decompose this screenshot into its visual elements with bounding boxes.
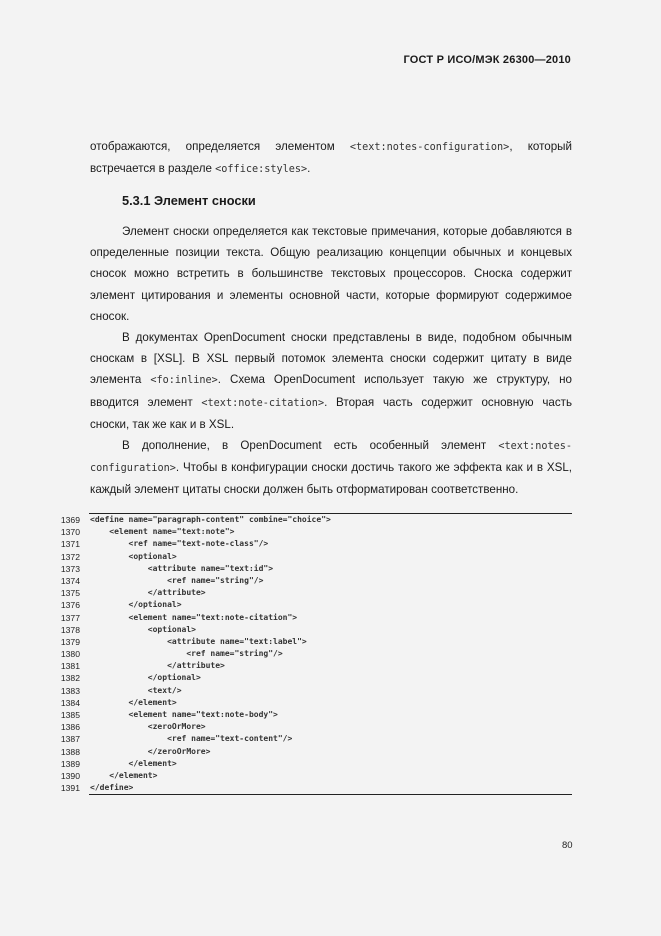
line-number: 1385 — [60, 710, 80, 720]
code-text: </element> — [90, 697, 177, 707]
code-line — [56, 551, 572, 563]
line-number: 1379 — [60, 636, 80, 647]
code-text: <element name="text:note-citation"> — [90, 612, 298, 622]
paragraph-text: , который встречается в разделе — [90, 140, 572, 176]
code-text: <text/> — [90, 685, 182, 695]
line-number: 1388 — [60, 746, 80, 757]
line-number: 1378 — [60, 624, 80, 635]
code-text: </optional> — [90, 600, 182, 610]
paragraph-text: отображаются, определяется элементом — [90, 140, 350, 153]
code-line — [56, 575, 572, 587]
line-number: 1389 — [60, 758, 80, 769]
code-text: <zeroOrMore> — [90, 722, 206, 732]
code-line — [56, 612, 572, 624]
code-text: <attribute name="text:label"> — [90, 636, 307, 646]
line-number: 1371 — [60, 539, 80, 550]
line-number: 1384 — [60, 697, 80, 708]
code-line — [56, 746, 572, 758]
paragraph-text: . Схема OpenDocument использует такую же структуру, но вводится элемент — [90, 373, 572, 409]
code-line — [56, 685, 572, 697]
code-line — [56, 697, 572, 709]
code-line — [56, 587, 572, 599]
paragraph-text: В документах OpenDocument сноски представлены в виде, подобном обычным сноскам в [XSL]. В XSL первый потомок элемента сноски содержит цитату в виде элемента — [90, 331, 572, 387]
standard-header: ГОСТ Р ИСО/МЭК 26300—2010 — [403, 54, 571, 66]
code-text: </attribute> — [90, 661, 225, 671]
code-text: </attribute> — [90, 588, 206, 598]
code-line — [56, 758, 572, 770]
paragraph-text: В дополнение, в OpenDocument есть особенный элемент — [122, 439, 499, 453]
code-line — [56, 709, 572, 721]
code-text: <element name="text:note-body"> — [90, 710, 278, 719]
line-number: 1386 — [60, 722, 80, 733]
code-line — [56, 648, 572, 660]
line-number: 1377 — [60, 612, 80, 623]
line-number: 1380 — [60, 649, 80, 660]
line-number: 1376 — [60, 600, 80, 611]
code-line — [56, 563, 572, 575]
line-number: 1373 — [60, 563, 80, 574]
code-lines — [56, 514, 572, 794]
code-inline: <fo:inline> — [150, 375, 218, 387]
code-text: </element> — [90, 770, 158, 780]
line-number: 1383 — [60, 685, 80, 696]
code-inline: <text:notes-configuration> — [349, 142, 510, 153]
line-number: 1391 — [60, 783, 80, 794]
code-inline: <text:notes-configuration> — [90, 441, 572, 475]
code-text: <optional> — [90, 624, 196, 634]
line-number: 1372 — [60, 551, 80, 562]
code-text: <ref name="string"/> — [90, 649, 283, 659]
code-line — [56, 599, 572, 611]
code-inline: <office:styles> — [215, 164, 308, 176]
code-text: <ref name="text-note-class"/> — [90, 539, 269, 549]
code-line — [56, 624, 572, 636]
code-text: </zeroOrMore> — [90, 746, 211, 756]
code-line — [56, 782, 572, 794]
code-line — [56, 721, 572, 733]
paragraph-text: . Вторая часть содержит основную часть сноски, так же как и в XSL. — [90, 395, 572, 431]
line-number: 1387 — [60, 734, 80, 745]
code-text: </element> — [90, 758, 177, 768]
code-line — [56, 733, 572, 745]
paragraph-text: . — [307, 162, 311, 176]
paragraph-text: . Чтобы в конфигурации сноски достичь такого же эффекта как и в XSL, каждый элемент цитаты сноски должен быть отформатирован соответственно. — [90, 461, 572, 497]
code-text: <element name="text:note"> — [90, 527, 235, 537]
code-text: <define name="paragraph-content" combine="choice"> — [90, 515, 331, 524]
line-number: 1375 — [60, 588, 80, 599]
paragraph-3 — [90, 435, 572, 501]
code-line — [56, 770, 572, 782]
code-text: <optional> — [90, 551, 177, 561]
code-line — [56, 538, 572, 550]
line-number: 1374 — [60, 575, 80, 586]
page-number: 80 — [562, 840, 573, 851]
code-text: <attribute name="text:id"> — [90, 563, 274, 573]
line-number: 1382 — [60, 673, 80, 684]
code-text: <ref name="string"/> — [90, 575, 264, 585]
code-line — [56, 660, 572, 672]
line-number: 1390 — [60, 770, 80, 781]
code-line — [56, 526, 572, 538]
bottom-rule — [89, 794, 572, 795]
code-text: <ref name="text-content"/> — [90, 734, 293, 744]
line-number: 1370 — [60, 527, 80, 538]
code-line — [56, 636, 572, 648]
schema-listing — [56, 513, 572, 795]
continuation-paragraph — [90, 136, 572, 180]
section-heading: 5.3.1 Элемент сноски — [122, 193, 256, 208]
code-inline: <text:note-citation> — [201, 397, 325, 409]
line-number: 1369 — [60, 515, 80, 525]
code-text: </optional> — [90, 673, 201, 683]
code-text: </define> — [90, 783, 134, 793]
code-line — [56, 672, 572, 684]
paragraph-1: Элемент сноски определяется как текстовые примечания, которые добавляются в определенные позиции текста. Общую реализацию концепции обычных и концевых сносок можно встретить в большинстве текстовых процессоров. Сноска содержит элемент цитирования и элементы основной части, которые формируют содержимое сносок. — [90, 225, 572, 323]
code-line — [56, 514, 572, 526]
paragraph-2 — [90, 327, 572, 435]
section-body — [90, 221, 572, 501]
line-number: 1381 — [60, 661, 80, 672]
